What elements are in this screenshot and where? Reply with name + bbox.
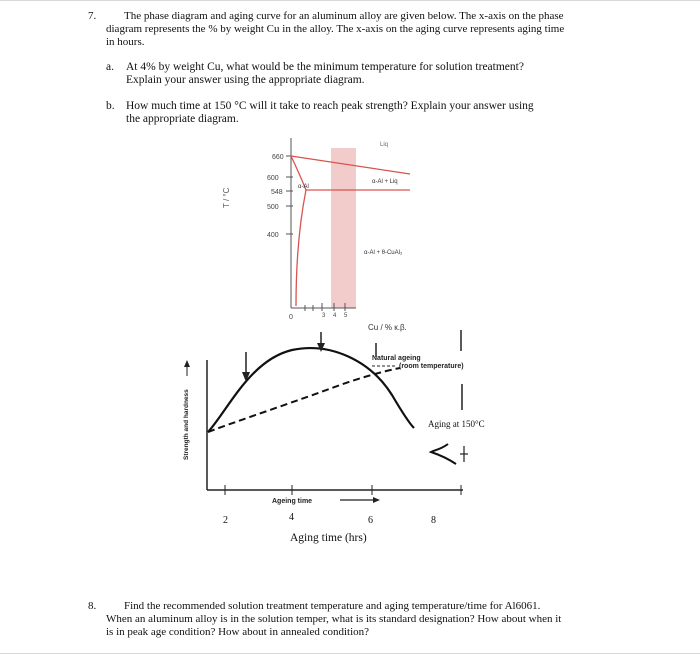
region-liquid: Liq [380,142,389,148]
question-7b-line2: the appropriate diagram. [126,113,239,125]
aging-y-axis-label: Strength and hardness [183,389,190,460]
curved-arrow-icon [431,444,456,464]
question-7-number: 7. [88,10,97,22]
natural-aging-label-1: Natural ageing [372,355,421,362]
aging-x-tick-8: 8 [431,515,436,526]
aging-x-axis-title: Aging time (hrs) [290,532,367,544]
intro-line-1: The phase diagram and aging curve for an aluminum alloy are given below. The x-axis on the phase [124,10,564,22]
question-8-text [106,600,646,639]
ageing-time-label: Ageing time [272,498,313,505]
x-tick-3: 3 [322,313,326,319]
phase-x-axis-label: Cu / % к.β. [368,323,407,332]
aging-x-tick-6: 6 [368,515,373,526]
region-alpha-theta: α-Al + θ-CuAl₂ [364,250,403,256]
question-8-number: 8. [88,600,97,612]
intro-line-3: in hours. [106,36,145,48]
artificial-aging-label: Aging at 150°C [428,419,485,429]
question-8-line3: is in peak age condition? How about in annealed condition? [106,626,370,638]
aging-x-tick-4: 4 [289,512,294,523]
natural-aging-label-2: (room temperature) [399,363,464,370]
phase-y-axis-label: T / °C [222,187,231,208]
y-tick-500: 500 [267,204,279,211]
y-tick-660: 660 [272,154,284,161]
y-tick-548: 548 [271,189,283,196]
aging-x-tick-2: 2 [223,515,228,526]
intro-line-2: diagram represents the % by weight Cu in the alloy. The x-axis on the aging curve represents aging time [106,23,565,35]
y-tick-400: 400 [267,232,279,239]
question-7a-line2: Explain your answer using the appropriate diagram. [126,74,365,86]
region-alpha: α-Al [298,184,309,190]
natural-aging-curve [208,368,400,432]
x-tick-5: 5 [344,313,348,319]
question-7a-label: a. [106,61,114,73]
region-alpha-liquid: α-Al + Liq [372,179,398,185]
x-tick-4: 4 [333,313,337,319]
question-8-line1: Find the recommended solution treatment temperature and aging temperature/time for Al6061. [124,600,541,612]
question-8-line2: When an aluminum alloy is in the solution temper, what is its standard designation? How about when it [106,613,562,625]
y-tick-600: 600 [267,175,279,182]
question-7b-label: b. [106,100,115,112]
question-7a-line1: At 4% by weight Cu, what would be the minimum temperature for solution treatment? [126,61,524,73]
question-7b-line1: How much time at 150 °C will it take to reach peak strength? Explain your answer using [126,100,534,112]
x-tick-0: 0 [289,314,293,321]
